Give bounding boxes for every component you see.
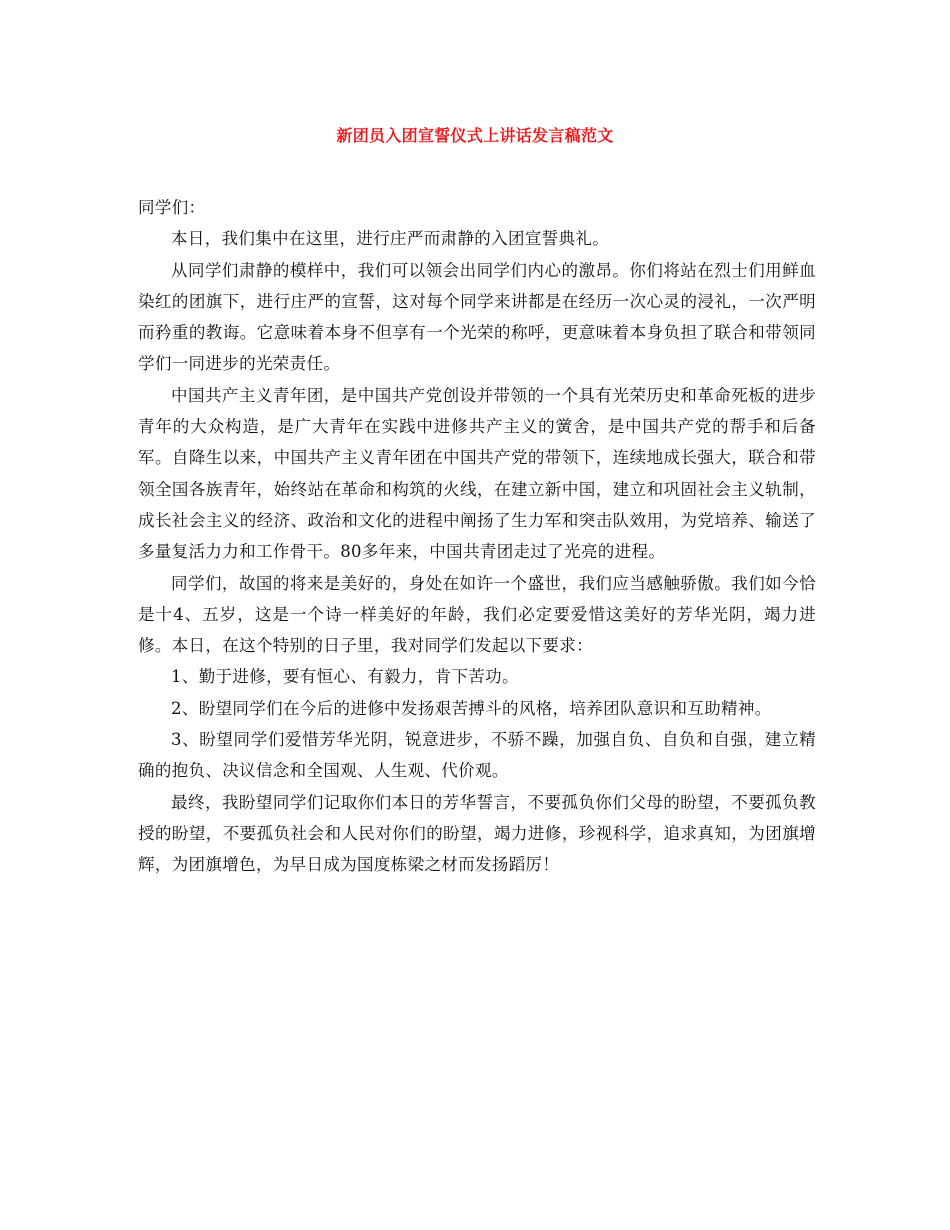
- requirement-2: 2、盼望同学们在今后的进修中发扬艰苦搏斗的风格，培养团队意识和互助精神。: [171, 698, 772, 718]
- paragraph-4: 同学们，故国的将来是美好的，身处在如许一个盛世，我们应当感触骄傲。我们如今恰是十4、五岁，这是一个诗一样美好的年龄，我们必定要爱惜这美好的芳华光阴，竭力进修。本日，在这个特别的日子里，我对同学们发起以下要求：: [138, 573, 816, 656]
- paragraph-1: 本日，我们集中在这里，进行庄严而肃静的入团宣誓典礼。: [171, 229, 610, 249]
- closing-paragraph: 最终，我盼望同学们记取你们本日的芳华誓言，不要孤负你们父母的盼望，不要孤负教授的盼望，不要孤负社会和人民对你们的盼望，竭力进修，珍视科学，追求真知，为团旗增辉，为团旗增色，为早日成为国度栋梁之材而发扬蹈厉！: [138, 792, 816, 875]
- salutation: 同学们：: [138, 198, 206, 217]
- document-body: [138, 192, 816, 881]
- paragraph-2: 从同学们肃静的模样中，我们可以领会出同学们内心的激昂。你们将站在烈士们用鲜血染红的团旗下，进行庄严的宣誓，这对每个同学来讲都是在经历一次心灵的浸礼，一次严明而矜重的教诲。它意味着本身不但享有一个光荣的称呼，更意味着本身负担了联合和带领同学们一同进步的光荣责任。: [138, 260, 816, 374]
- requirement-1: 1、勤于进修，要有恒心、有毅力，肯下苦功。: [171, 667, 519, 687]
- requirement-3: 3、盼望同学们爱惜芳华光阴，锐意进步，不骄不躁，加强自负、自负和自强，建立精确的抱负、决议信念和全国观、人生观、代价观。: [138, 730, 816, 781]
- document-title: 新团员入团宣誓仪式上讲话发言稿范文: [336, 126, 614, 145]
- paragraph-3: 中国共产主义青年团，是中国共产党创设并带领的一个具有光荣历史和革命死板的进步青年的大众构造，是广大青年在实践中进修共产主义的黉舍，是中国共产党的帮手和后备军。自降生以来，中国共产主义青年团在中国共产党的带领下，连续地成长强大，联合和带领全国各族青年，始终站在革命和构筑的火线，在建立新中国，建立和巩固社会主义轨制，成长社会主义的经济、政治和文化的进程中阐扬了生力军和突击队效用，为党培养、输送了多量复活力力和工作骨干。80多年来，中国共青团走过了光亮的进程。: [138, 385, 816, 562]
